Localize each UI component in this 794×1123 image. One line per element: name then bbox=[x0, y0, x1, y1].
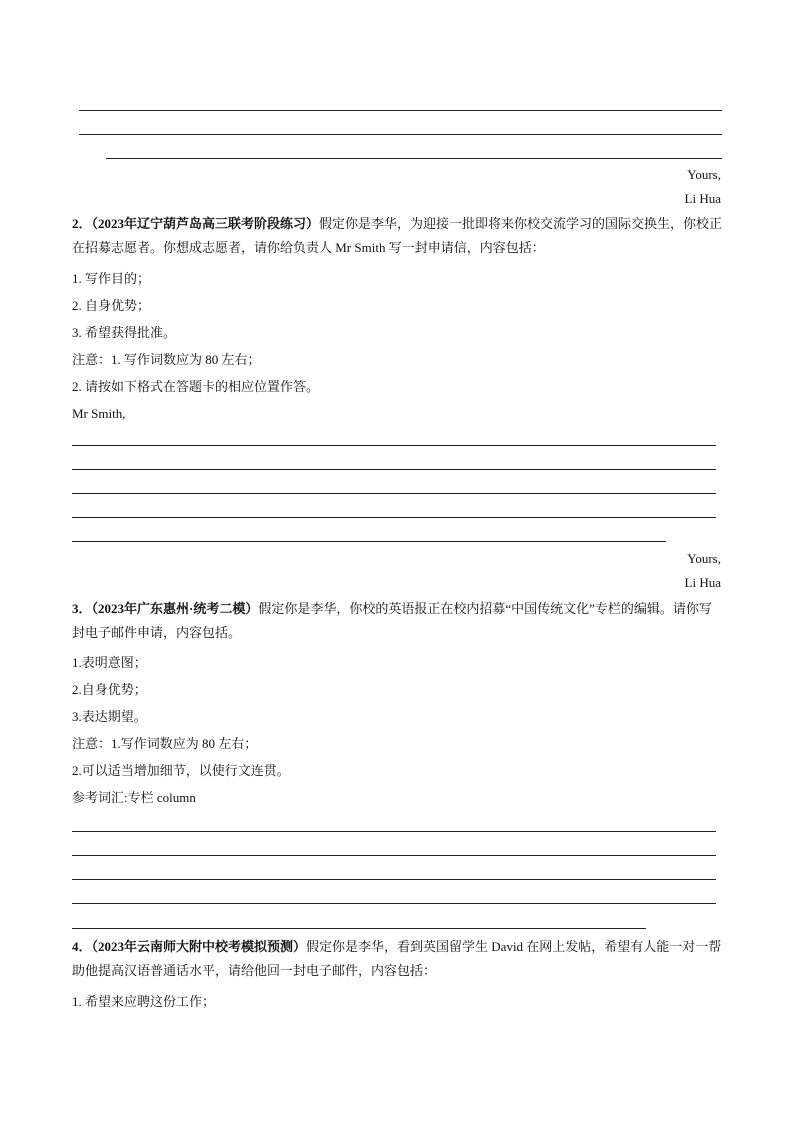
question-2-prompt bbox=[72, 212, 724, 260]
answer-line bbox=[79, 134, 722, 135]
note: 注意：1.写作词数应为 80 左右； bbox=[72, 736, 258, 751]
answer-line bbox=[79, 110, 722, 111]
answer-line bbox=[72, 445, 716, 446]
content-item: 1. 写作目的； bbox=[72, 271, 151, 286]
question-text: 假定你是李华，为迎接一批即将来你校交流学习的国际交换生，你校正在招募志愿者。你想成志愿者，请你给负责人 Mr Smith 写一封申请信，内容包括： bbox=[72, 216, 723, 255]
vocabulary: 参考词汇:专栏 column bbox=[72, 790, 196, 805]
closing: Yours, bbox=[687, 551, 721, 566]
question-number: 4． bbox=[72, 939, 92, 954]
note: 注意：1. 写作词数应为 80 左右； bbox=[72, 352, 261, 367]
question-source: （2023年广东惠州·统考二模） bbox=[91, 601, 259, 616]
answer-line bbox=[72, 879, 716, 880]
question-text: 假定你是李华，看到英国留学生 David 在网上发帖，希望有人能一对一帮助他提高汉语普通话水平，请给他回一封电子邮件，内容包括： bbox=[72, 939, 722, 978]
answer-line bbox=[72, 928, 646, 929]
answer-line bbox=[72, 831, 716, 832]
content-item: 2. 自身优势； bbox=[72, 298, 151, 313]
salutation: Mr Smith, bbox=[72, 406, 126, 421]
answer-line bbox=[106, 158, 722, 159]
note: 2.可以适当增加细节，以使行文连贯。 bbox=[72, 763, 290, 778]
answer-line bbox=[72, 903, 716, 904]
content-item: 3.表达期望。 bbox=[72, 709, 147, 724]
content-item: 2.自身优势； bbox=[72, 682, 147, 697]
question-source: （2023年云南师大附中校考模拟预测） bbox=[91, 939, 307, 954]
signature-name: Li Hua bbox=[684, 575, 721, 590]
content-item: 1.表明意图； bbox=[72, 655, 147, 670]
answer-line bbox=[72, 541, 666, 542]
content-item: 3. 希望获得批准。 bbox=[72, 325, 177, 340]
answer-line bbox=[72, 493, 716, 494]
question-number: 3． bbox=[72, 601, 92, 616]
answer-line bbox=[72, 855, 716, 856]
question-4-prompt bbox=[72, 935, 724, 983]
content-item: 1. 希望来应聘这份工作； bbox=[72, 994, 216, 1009]
note: 2. 请按如下格式在答题卡的相应位置作答。 bbox=[72, 379, 320, 394]
closing: Yours, bbox=[687, 167, 721, 182]
question-number: 2． bbox=[72, 216, 92, 231]
question-text: 假定你是李华，你校的英语报正在校内招募“中国传统文化”专栏的编辑。请你写封电子邮件申请，内容包括。 bbox=[72, 601, 712, 640]
answer-line bbox=[72, 469, 716, 470]
answer-line bbox=[72, 517, 716, 518]
question-3-prompt bbox=[72, 597, 724, 645]
question-source: （2023年辽宁葫芦岛高三联考阶段练习） bbox=[91, 216, 320, 231]
signature-name: Li Hua bbox=[684, 191, 721, 206]
